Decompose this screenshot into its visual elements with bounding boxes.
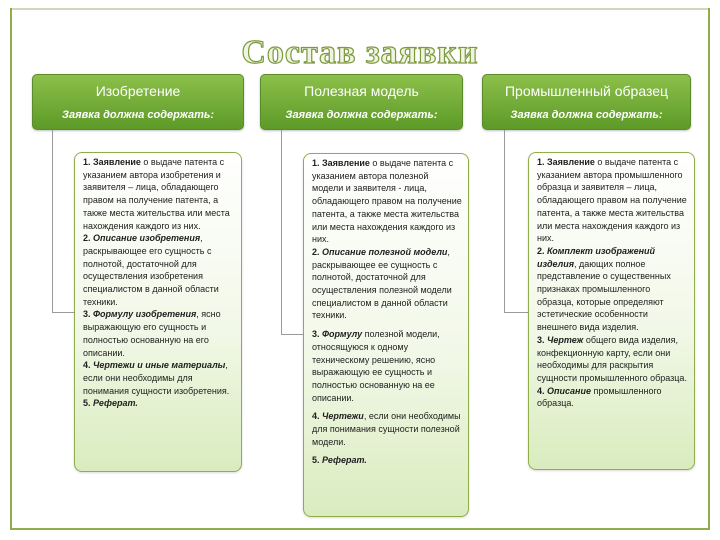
header-invention bbox=[32, 74, 244, 130]
list-item: 2. Описание изобретения, раскрывающее его сущность с полнотой, достаточной для осуществления изобретения специалистом в данной области техники. bbox=[83, 233, 219, 307]
connector-line bbox=[281, 130, 282, 334]
header-subtitle: Заявка должна содержать: bbox=[61, 109, 215, 121]
header-title: Полезная модель bbox=[304, 83, 419, 99]
list-item: 4. Чертежи, если они необходимы для понимания сущности полезной модели. bbox=[312, 411, 461, 447]
header-title: Изобретение bbox=[95, 83, 181, 99]
frame-bottom-border bbox=[10, 528, 710, 530]
list-item: 3. Формулу полезной модели, относящуюся к одному техническому решению, ясно выражающую ее сущность и полностью основанную на ее описании. bbox=[312, 329, 440, 403]
list-item: 1. Заявление о выдаче патента с указанием автора полезной модели и заявителя - лица, обладающего правом на получение патента, а также места жительства или места нахождения каждого из них. bbox=[312, 158, 462, 245]
header-subtitle: Заявка должна содержать: bbox=[510, 109, 663, 121]
frame-left-border bbox=[10, 8, 12, 530]
connector-line bbox=[504, 130, 505, 312]
frame-right-border bbox=[708, 8, 710, 530]
page-title: Состав заявки bbox=[241, 34, 479, 71]
list-item: 5. Реферат. bbox=[83, 398, 138, 409]
content-box-invention bbox=[74, 152, 242, 472]
list-item: 4. Чертежи и иные материалы, если они необходимы для понимания сущности изобретения. bbox=[83, 360, 230, 396]
content-box-industrial-design bbox=[528, 152, 695, 470]
connector-line bbox=[52, 312, 74, 313]
connector-line bbox=[281, 334, 303, 335]
list-item: 4. Описание промышленного образца. bbox=[537, 385, 662, 409]
list-item: 2. Комплект изображений изделия, дающих полное представление о существенных признаках промышленного образца, которые определяют эстетические особенности внешнего вида изделия. bbox=[537, 245, 671, 333]
connector-line bbox=[52, 130, 53, 312]
content-box-utility-model bbox=[303, 153, 469, 517]
header-subtitle: Заявка должна содержать: bbox=[285, 109, 438, 121]
list-item: 5. Реферат. bbox=[312, 455, 367, 466]
list-item: 2. Описание полезной модели, раскрывающее ее сущность с полнотой, достаточной для осуществления полезной модели специалистом в данной области техники. bbox=[312, 246, 452, 321]
list-item: 3. Чертеж общего вида изделия, конфекционную карту, если они необходимы для раскрытия сущности промышленного образца. bbox=[537, 334, 687, 383]
header-title: Промышленный образец bbox=[504, 83, 669, 99]
list-item: 1. Заявление о выдаче патента с указанием автора изобретения и заявителя – лица, обладающего правом на получение патента, а также места жительства или места нахождения каждого из них. bbox=[83, 157, 230, 231]
frame-top-border bbox=[10, 8, 710, 10]
list-item: 3. Формулу изобретения, ясно выражающую его сущность и полностью основанную на его описании. bbox=[83, 309, 221, 358]
list-item: 1. Заявление о выдаче патента с указанием автора промышленного образца и заявителя – лица, обладающего правом на получение патента, а также места жительства или места нахождения каждого из них. bbox=[537, 157, 687, 244]
header-utility-model bbox=[260, 74, 463, 130]
header-industrial-design bbox=[482, 74, 691, 130]
connector-line bbox=[504, 312, 528, 313]
